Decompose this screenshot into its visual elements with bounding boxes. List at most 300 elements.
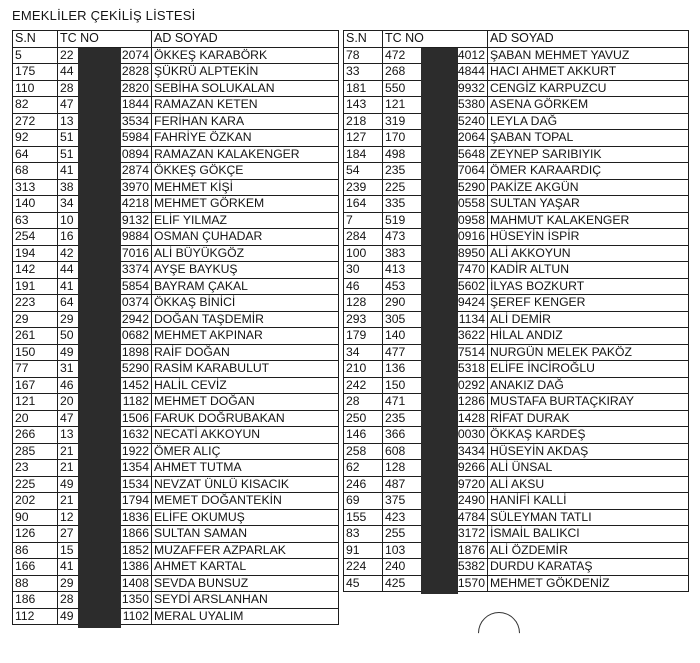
name-cell: HÜSEYİN AKDAŞ	[488, 443, 689, 460]
sn-cell: 175	[13, 64, 58, 81]
tc-suffix: 5318	[457, 361, 485, 376]
sn-cell: 62	[344, 460, 383, 477]
name-cell: ÖKKEŞ GÖKÇE	[152, 163, 339, 180]
sn-cell: 164	[344, 196, 383, 213]
tc-suffix: 1876	[457, 542, 485, 557]
tc-suffix: 9932	[457, 80, 485, 95]
tc-suffix: 1570	[457, 575, 485, 590]
sn-cell: 146	[344, 427, 383, 444]
name-cell: MUZAFFER AZPARLAK	[152, 542, 339, 559]
table-row	[13, 526, 339, 543]
tc-suffix: 1286	[457, 394, 485, 409]
tc-suffix: 4844	[457, 64, 485, 79]
table-row	[344, 113, 689, 130]
tc-prefix: 41	[60, 163, 74, 178]
table-row	[344, 344, 689, 361]
tc-prefix: 47	[60, 410, 74, 425]
tc-suffix: 2820	[121, 80, 149, 95]
tc-prefix: 240	[385, 559, 406, 574]
name-cell: ALİ AKSU	[488, 476, 689, 493]
tc-suffix: 5602	[457, 278, 485, 293]
name-cell: MEHMET AKPINAR	[152, 328, 339, 345]
tc-suffix: 7514	[457, 344, 485, 359]
sn-header: S.N	[13, 31, 58, 48]
name-cell: NURGÜN MELEK PAKÖZ	[488, 344, 689, 361]
tc-prefix: 41	[60, 559, 74, 574]
tc-suffix: 4784	[457, 509, 485, 524]
table-row	[344, 427, 689, 444]
sn-cell: 223	[13, 295, 58, 312]
sn-cell: 225	[13, 476, 58, 493]
tc-suffix: 1898	[121, 344, 149, 359]
name-cell: SULTAN SAMAN	[152, 526, 339, 543]
table-row	[13, 130, 339, 147]
tc-suffix: 1428	[457, 410, 485, 425]
table-row	[344, 526, 689, 543]
name-cell: NECATİ AKKOYUN	[152, 427, 339, 444]
sn-cell: 254	[13, 229, 58, 246]
sn-cell: 285	[13, 443, 58, 460]
tc-prefix: 12	[60, 509, 74, 524]
table-row	[344, 80, 689, 97]
sn-cell: 150	[13, 344, 58, 361]
sn-cell: 239	[344, 179, 383, 196]
tc-suffix: 1794	[121, 493, 149, 508]
name-cell: MUSTAFA BURTAÇKIRAY	[488, 394, 689, 411]
sn-cell: 88	[13, 575, 58, 592]
tc-suffix: 1836	[121, 509, 149, 524]
tc-prefix: 44	[60, 262, 74, 277]
sn-cell: 140	[13, 196, 58, 213]
tc-prefix: 44	[60, 64, 74, 79]
tc-suffix: 3970	[121, 179, 149, 194]
table-header-row	[344, 31, 689, 48]
sn-cell: 54	[344, 163, 383, 180]
sn-cell: 82	[13, 97, 58, 114]
tc-prefix: 21	[60, 460, 74, 475]
name-cell: AYŞE BAYKUŞ	[152, 262, 339, 279]
table-row	[344, 262, 689, 279]
tc-prefix: 375	[385, 493, 406, 508]
tc-suffix: 2942	[121, 311, 149, 326]
name-cell: ALİ BÜYÜKGÖZ	[152, 245, 339, 262]
sn-cell: 181	[344, 80, 383, 97]
tc-suffix: 0558	[457, 196, 485, 211]
table-row	[13, 559, 339, 576]
tc-prefix: 31	[60, 361, 74, 376]
sn-cell: 121	[13, 394, 58, 411]
table-row	[13, 229, 339, 246]
tc-prefix: 140	[385, 328, 406, 343]
tc-prefix: 477	[385, 344, 406, 359]
sn-cell: 63	[13, 212, 58, 229]
name-cell: ÖMER KARAARDIÇ	[488, 163, 689, 180]
tc-header: TC NO	[58, 31, 152, 48]
sn-cell: 218	[344, 113, 383, 130]
tc-suffix: 1386	[121, 559, 149, 574]
tc-prefix: 498	[385, 146, 406, 161]
table-row	[344, 559, 689, 576]
table-row	[13, 542, 339, 559]
table-row	[13, 196, 339, 213]
tc-suffix: 7470	[457, 262, 485, 277]
sn-cell: 68	[13, 163, 58, 180]
name-cell: MERAL UYALIM	[152, 608, 339, 625]
tc-suffix: 0916	[457, 229, 485, 244]
table-row	[13, 295, 339, 312]
sn-cell: 92	[13, 130, 58, 147]
tc-suffix: 2074	[121, 47, 149, 62]
tc-prefix: 27	[60, 526, 74, 541]
tc-prefix: 319	[385, 113, 406, 128]
tc-suffix: 9424	[457, 295, 485, 310]
tc-suffix: 1534	[121, 476, 149, 491]
tc-suffix: 1506	[121, 410, 149, 425]
name-cell: ŞABAN TOPAL	[488, 130, 689, 147]
table-row	[344, 179, 689, 196]
name-cell: FERİHAN KARA	[152, 113, 339, 130]
tc-suffix: 5382	[457, 559, 485, 574]
sn-cell: 7	[344, 212, 383, 229]
name-cell: MEHMET GÖKDENİZ	[488, 575, 689, 592]
table-row	[13, 328, 339, 345]
sn-cell: 202	[13, 493, 58, 510]
table-row	[13, 377, 339, 394]
sn-cell: 86	[13, 542, 58, 559]
sn-cell: 250	[344, 410, 383, 427]
tc-suffix: 9720	[457, 476, 485, 491]
name-header: AD SOYAD	[152, 31, 339, 48]
tc-suffix: 1844	[121, 97, 149, 112]
name-cell: DURDU KARATAŞ	[488, 559, 689, 576]
sn-cell: 258	[344, 443, 383, 460]
name-cell: HALİL CEVİZ	[152, 377, 339, 394]
tc-prefix: 46	[60, 377, 74, 392]
sn-cell: 30	[344, 262, 383, 279]
sn-cell: 29	[13, 311, 58, 328]
sn-cell: 127	[344, 130, 383, 147]
tc-suffix: 2874	[121, 163, 149, 178]
table-row	[344, 146, 689, 163]
table-row	[13, 592, 339, 609]
name-cell: ANAKIZ DAĞ	[488, 377, 689, 394]
sn-cell: 186	[13, 592, 58, 609]
tc-suffix: 1852	[121, 542, 149, 557]
name-cell: AHMET KARTAL	[152, 559, 339, 576]
table-row	[13, 361, 339, 378]
pen-mark	[469, 603, 528, 662]
tc-header: TC NO	[383, 31, 488, 48]
tc-suffix: 9132	[121, 212, 149, 227]
tc-suffix: 7016	[121, 245, 149, 260]
sn-cell: 242	[344, 377, 383, 394]
name-cell: SEVDA BUNSUZ	[152, 575, 339, 592]
table-row	[13, 179, 339, 196]
table-row	[344, 64, 689, 81]
tc-prefix: 608	[385, 443, 406, 458]
tc-prefix: 383	[385, 245, 406, 260]
tc-suffix: 8950	[457, 245, 485, 260]
tc-prefix: 136	[385, 361, 406, 376]
sn-cell: 210	[344, 361, 383, 378]
table-row	[344, 311, 689, 328]
tc-prefix: 472	[385, 47, 406, 62]
name-cell: ALİ ÜNSAL	[488, 460, 689, 477]
name-cell: SÜLEYMAN TATLI	[488, 509, 689, 526]
sn-cell: 155	[344, 509, 383, 526]
tc-prefix: 425	[385, 575, 406, 590]
table-row	[13, 47, 339, 64]
redaction-bar	[78, 48, 121, 628]
name-cell: MEHMET KİŞİ	[152, 179, 339, 196]
tc-prefix: 49	[60, 476, 74, 491]
name-cell: ŞABAN MEHMET YAVUZ	[488, 47, 689, 64]
tc-prefix: 268	[385, 64, 406, 79]
sn-cell: 5	[13, 47, 58, 64]
name-cell: CENGİZ KARPUZCU	[488, 80, 689, 97]
tc-prefix: 29	[60, 311, 74, 326]
tc-prefix: 47	[60, 97, 74, 112]
name-cell: İSMAİL BALIKCI	[488, 526, 689, 543]
tc-suffix: 7064	[457, 163, 485, 178]
tc-prefix: 16	[60, 229, 74, 244]
tc-suffix: 0894	[121, 146, 149, 161]
tc-prefix: 21	[60, 493, 74, 508]
table-row	[13, 394, 339, 411]
name-cell: KADİR ALTUN	[488, 262, 689, 279]
name-cell: ALİ ÖZDEMİR	[488, 542, 689, 559]
table-row	[13, 262, 339, 279]
name-cell: RAMAZAN KALAKENGER	[152, 146, 339, 163]
tc-prefix: 290	[385, 295, 406, 310]
sn-cell: 191	[13, 278, 58, 295]
table-row	[344, 542, 689, 559]
table-row	[344, 130, 689, 147]
tc-prefix: 29	[60, 575, 74, 590]
tc-prefix: 305	[385, 311, 406, 326]
table-row	[13, 80, 339, 97]
tc-prefix: 121	[385, 97, 406, 112]
name-cell: FARUK DOĞRUBAKAN	[152, 410, 339, 427]
tc-suffix: 9884	[121, 229, 149, 244]
tc-prefix: 255	[385, 526, 406, 541]
sn-cell: 126	[13, 526, 58, 543]
name-cell: ZEYNEP SARIBIYIK	[488, 146, 689, 163]
sn-cell: 293	[344, 311, 383, 328]
tc-prefix: 15	[60, 542, 74, 557]
table-row	[13, 278, 339, 295]
table-row	[344, 47, 689, 64]
sn-cell: 64	[13, 146, 58, 163]
name-cell: BAYRAM ÇAKAL	[152, 278, 339, 295]
sn-cell: 142	[13, 262, 58, 279]
sn-cell: 28	[344, 394, 383, 411]
right-list-table	[343, 30, 689, 592]
tc-prefix: 423	[385, 509, 406, 524]
tc-suffix: 3534	[121, 113, 149, 128]
tc-prefix: 473	[385, 229, 406, 244]
table-row	[13, 427, 339, 444]
table-row	[13, 146, 339, 163]
sn-cell: 272	[13, 113, 58, 130]
table-row	[13, 575, 339, 592]
tc-suffix: 1102	[122, 608, 149, 623]
name-cell: ELİFE OKUMUŞ	[152, 509, 339, 526]
name-cell: SULTAN YAŞAR	[488, 196, 689, 213]
tc-prefix: 50	[60, 328, 74, 343]
tc-suffix: 1408	[121, 575, 149, 590]
tc-suffix: 3172	[457, 526, 485, 541]
name-cell: ASENA GÖRKEM	[488, 97, 689, 114]
tc-suffix: 0374	[121, 295, 149, 310]
tc-prefix: 38	[60, 179, 74, 194]
table-row	[344, 509, 689, 526]
tc-suffix: 5648	[457, 146, 485, 161]
tc-prefix: 519	[385, 212, 406, 227]
sn-cell: 224	[344, 559, 383, 576]
tc-prefix: 453	[385, 278, 406, 293]
table-row	[344, 443, 689, 460]
tc-prefix: 471	[385, 394, 406, 409]
redaction-bar	[421, 48, 458, 594]
tc-prefix: 550	[385, 80, 406, 95]
table-row	[344, 410, 689, 427]
sn-cell: 34	[344, 344, 383, 361]
sn-cell: 46	[344, 278, 383, 295]
table-row	[344, 394, 689, 411]
table-row	[344, 575, 689, 592]
name-cell: SEYDİ ARSLANHAN	[152, 592, 339, 609]
tc-suffix: 2828	[121, 64, 149, 79]
name-cell: PAKİZE AKGÜN	[488, 179, 689, 196]
tc-suffix: 1452	[121, 377, 149, 392]
name-cell: MEHMET GÖRKEM	[152, 196, 339, 213]
tc-suffix: 1632	[121, 427, 149, 442]
tc-prefix: 335	[385, 196, 406, 211]
tc-prefix: 103	[385, 542, 406, 557]
sn-cell: 45	[344, 575, 383, 592]
tc-prefix: 49	[60, 344, 74, 359]
sn-header: S.N	[344, 31, 383, 48]
tc-suffix: 3374	[121, 262, 149, 277]
table-row	[13, 97, 339, 114]
sn-cell: 179	[344, 328, 383, 345]
tc-suffix: 0292	[457, 377, 485, 392]
tc-prefix: 51	[60, 146, 74, 161]
tc-prefix: 51	[60, 130, 74, 145]
tc-prefix: 170	[385, 130, 406, 145]
tc-suffix: 5854	[121, 278, 149, 293]
tc-prefix: 22	[60, 47, 74, 62]
tc-suffix: 1182	[122, 394, 149, 409]
table-row	[13, 460, 339, 477]
name-cell: ŞEREF KENGER	[488, 295, 689, 312]
name-cell: HİLAL ANDIZ	[488, 328, 689, 345]
tc-suffix: 5380	[457, 97, 485, 112]
tc-suffix: 1922	[121, 443, 149, 458]
tc-prefix: 49	[60, 608, 74, 623]
tc-prefix: 13	[60, 427, 74, 442]
tc-prefix: 487	[385, 476, 406, 491]
tc-suffix: 3434	[457, 443, 485, 458]
table-row	[13, 493, 339, 510]
sn-cell: 128	[344, 295, 383, 312]
sn-cell: 266	[13, 427, 58, 444]
sn-cell: 284	[344, 229, 383, 246]
name-cell: ALİ DEMİR	[488, 311, 689, 328]
table-header-row	[13, 31, 339, 48]
tc-prefix: 64	[60, 295, 74, 310]
name-cell: DOĞAN TAŞDEMİR	[152, 311, 339, 328]
sn-cell: 78	[344, 47, 383, 64]
table-row	[13, 476, 339, 493]
table-row	[344, 245, 689, 262]
name-cell: MEHMET DOĞAN	[152, 394, 339, 411]
table-row	[13, 443, 339, 460]
table-row	[13, 509, 339, 526]
name-cell: ALİ AKKOYUN	[488, 245, 689, 262]
table-row	[344, 163, 689, 180]
sn-cell: 83	[344, 526, 383, 543]
tc-prefix: 13	[60, 113, 74, 128]
table-row	[344, 97, 689, 114]
sn-cell: 91	[344, 542, 383, 559]
sn-cell: 261	[13, 328, 58, 345]
tc-suffix: 5240	[457, 113, 485, 128]
tc-prefix: 41	[60, 278, 74, 293]
table-row	[344, 278, 689, 295]
table-row	[344, 377, 689, 394]
table-row	[13, 245, 339, 262]
name-cell: ÖKKAŞ KARDEŞ	[488, 427, 689, 444]
name-cell: RAİF DOĞAN	[152, 344, 339, 361]
tc-prefix: 225	[385, 179, 406, 194]
name-cell: AHMET TUTMA	[152, 460, 339, 477]
table-row	[344, 328, 689, 345]
table-row	[13, 212, 339, 229]
name-cell: ELİF YILMAZ	[152, 212, 339, 229]
tc-prefix: 235	[385, 163, 406, 178]
table-row	[13, 163, 339, 180]
sn-cell: 313	[13, 179, 58, 196]
sn-cell: 112	[13, 608, 58, 625]
table-row	[344, 229, 689, 246]
tc-prefix: 150	[385, 377, 406, 392]
tc-suffix: 0030	[457, 427, 485, 442]
name-cell: HANİFİ KALLİ	[488, 493, 689, 510]
name-cell: MAHMUT KALAKENGER	[488, 212, 689, 229]
tc-suffix: 1866	[121, 526, 149, 541]
name-cell: ÖMER ALIÇ	[152, 443, 339, 460]
sn-cell: 166	[13, 559, 58, 576]
tc-suffix: 2064	[457, 130, 485, 145]
name-cell: ELİFE İNCİROĞLU	[488, 361, 689, 378]
tc-suffix: 0682	[121, 328, 149, 343]
sn-cell: 90	[13, 509, 58, 526]
name-cell: FAHRİYE ÖZKAN	[152, 130, 339, 147]
table-row	[344, 460, 689, 477]
table-row	[13, 608, 339, 625]
name-cell: NEVZAT ÜNLÜ KISACIK	[152, 476, 339, 493]
table-row	[344, 361, 689, 378]
name-cell: ÖKKEŞ KARABÖRK	[152, 47, 339, 64]
name-cell: HACI AHMET AKKURT	[488, 64, 689, 81]
sn-cell: 246	[344, 476, 383, 493]
tc-prefix: 10	[60, 212, 74, 227]
tc-prefix: 21	[60, 443, 74, 458]
sn-cell: 20	[13, 410, 58, 427]
table-row	[13, 410, 339, 427]
